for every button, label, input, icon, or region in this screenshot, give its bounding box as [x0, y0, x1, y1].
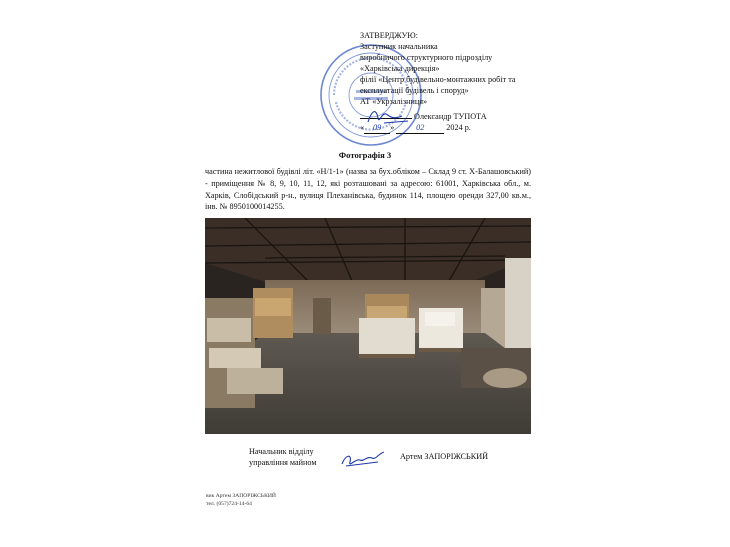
executor-name: вик Артем ЗАПОРІЖСЬКИЙ	[206, 493, 276, 499]
signature-approver	[362, 104, 412, 128]
signatory-position	[249, 446, 317, 468]
page-title: Фотографія 3	[338, 150, 392, 160]
signatory-position-line1: Начальник відділу	[249, 447, 314, 456]
signatory-position-line2: управління майном	[249, 458, 317, 467]
object-description: частина нежитлової будівлі літ. «Н/1-1» (назва за бух.обліком – Склад 9 ст. Х-Балашовський) - приміщення № 8, 9, 10, 11, 12, які розташовані за адресою: 61001, Харківська обл., м. Харків, Слобідський р-н., вулиця Плеханівська, будинок 114, площею оренди 327,00 кв.м., інв. № 8950100014255.	[205, 167, 531, 212]
approval-signatory: Олександр ТУПОТА	[414, 112, 487, 121]
signature-manager	[338, 448, 388, 472]
approval-company: АТ «Укрзалізниця»	[360, 97, 428, 106]
executor-footer	[206, 492, 276, 508]
approval-date: « 09 » 02 2024 р.	[360, 123, 471, 132]
approval-position: Заступник начальника	[360, 42, 438, 51]
approval-directorate: «Харківська дирекція»	[360, 64, 440, 73]
approval-heading: ЗАТВЕРДЖУЮ:	[360, 31, 418, 40]
approval-date-year: 2024 р.	[446, 123, 471, 132]
signatory-name: Артем ЗАПОРІЖСЬКИЙ	[400, 452, 489, 461]
warehouse-photo	[205, 218, 531, 434]
approval-unit: виробничого структурного підрозділу	[360, 53, 493, 62]
approval-branch-cont: експлуатації будівель і споруд»	[360, 86, 469, 95]
approval-date-month: 02	[396, 122, 444, 134]
executor-phone: тел. (057)724-14-64	[206, 501, 252, 507]
approval-branch: філії «Центр будівельно-монтажних робіт та	[360, 75, 516, 84]
approval-date-day: 09	[364, 122, 390, 134]
